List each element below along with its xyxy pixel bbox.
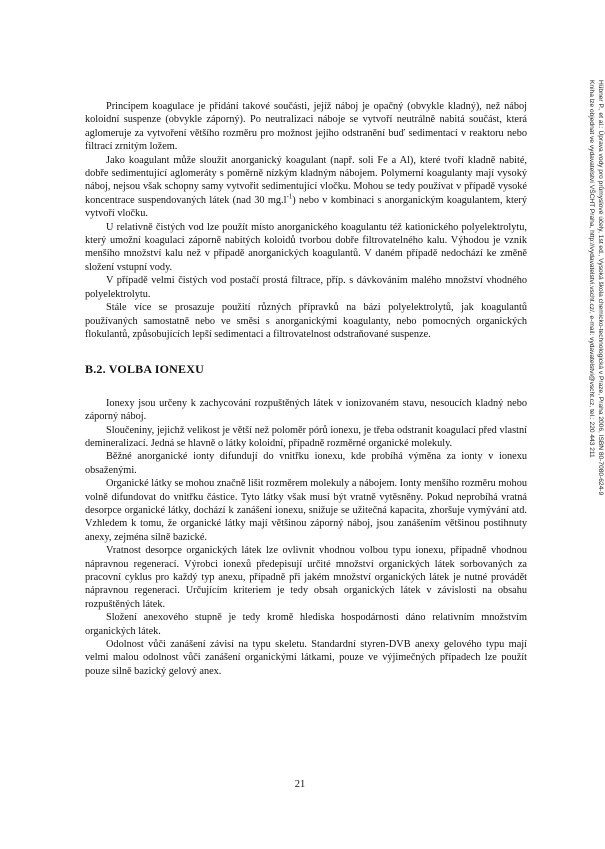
paragraph: U relativně čistých vod lze použít místo anorganického koagulantu též kationického polyelektrolytu, který umožní koagulaci záporně nabitých koloidů tvorbou dobře filtrovatelného kalu. Výhodou je vznik menšího množství kalu než v případě anorganických koagulantů. V daném případě nedochází ke změně složení vstupní vody.: [85, 221, 527, 273]
body-text: [85, 100, 527, 678]
paragraph: Organické látky se mohou značně lišit rozměrem molekuly a nábojem. Ionty menšího rozměru mohou volně difundovat do vnitřku částice. Tyto látky však musí být vratně vytěsněny. Pokud neprobíhá vratná desorpce organické látky, dochází k zanášení ionexu, snižuje se užitečná kapacita, zhoršuje vymývání atd. Vzhledem k tomu, že organické látky mají většinou záporný náboj, jsou zanášením většinou postihnuty anexy, zejména silně bazické.: [85, 478, 527, 543]
side-citation: [587, 80, 605, 495]
side-citation-line: Hübner P., et al.: Úprava vody pro průmyslové účely, 1st ed., Vysoká škola chemicko-technologická v Praze, Praha 2006, ISBN 80-7080-624-9: [597, 80, 604, 496]
paragraph: Běžné anorganické ionty difundují do vnitřku ionexu, kde probíhá výměna za ionty v ionexu obsaženými.: [85, 451, 527, 476]
paragraph-text: Jako koagulant může sloužit anorganický koagulant (např. soli Fe a Al), které tvoří kladně nabité, dobře sedimentující aglomeráty s poměrně nízkým kladným nábojem. Polymerní koagulanty mají vysoký náboj, nejsou však schopny samy vytvořit sedimentující vločku. Mohou se tedy používat v případě vysoké koncentrace suspendovaných látek (nad 30 mg.l: [85, 154, 527, 206]
side-citation-line: Kniha lze objednat ve vydavatelství VŠCHT Praha, http://vydavatelstvi.vscht.cz/, e-mail: vydavatelstvi@vscht.cz, tel.: 220 443 211: [588, 80, 595, 458]
paragraph: Stále více se prosazuje použití různých přípravků na bázi polyelektrolytů, jak koagulantů používaných samostatně nebo ve směsi s anorganickými koagulanty, nebo pomocných organických flokulantů, způsobujících lepší sedimentaci a filtrovatelnost odstraňované suspenze.: [85, 302, 527, 340]
paragraph: Ionexy jsou určeny k zachycování rozpuštěných látek v ionizovaném stavu, nesoucích kladný nebo záporný náboj.: [85, 397, 527, 423]
paragraph: V případě velmi čistých vod postačí prostá filtrace, příp. s dávkováním malého množství vhodného polyelektrolytu.: [85, 275, 527, 300]
superscript: -1: [286, 192, 293, 201]
paragraph: Vratnost desorpce organických látek lze ovlivnit vhodnou volbou typu ionexu, případně vhodnou nápravnou regenerací. Výrobci ionexů předepisují určité množství organických látek sorbovaných za pracovní cyklus pro každý typ anexu, případně při jakém množství organických látek je nutné provádět nápravnou regeneraci. Určujícím kriteriem je tedy obsah organických látek v závislosti na obsahu rozpuštěných látek.: [85, 545, 527, 610]
page-number: 21: [294, 779, 306, 790]
paragraph: Sloučeniny, jejichž velikost je větší než poloměr pórů ionexu, je třeba odstranit koagulací před vlastní demineralizací. Jedná se hlavně o látky koloidní, případně rozměrné organické molekuly.: [85, 424, 527, 449]
paragraph: Složení anexového stupně je tedy kromě hlediska hospodárnosti dáno relativním množstvím organických látek.: [85, 612, 527, 637]
paragraph: [85, 154, 527, 221]
section-title: B.2. VOLBA IONEXU: [85, 362, 204, 377]
paragraph: Odolnost vůči zanášení závisí na typu skeletu. Standardní styren-DVB anexy gelového typu mají velmi malou odolnost vůči zanášení organickými látkami, pouze ve výjimečných případech lze použít pouze silně bazický gelový anex.: [85, 639, 527, 677]
paragraph: Principem koagulace je přidání takové součásti, jejíž náboj je opačný (obvykle kladný), než náboj koloidní suspenze (obvykle záporný). Po neutralizaci náboje se vytvoří neutrálně nabitá součást, která aglomeruje za vytvoření většího rozměru pro možnost jejího odstranění buď sedimentací v reaktoru nebo filtrací zrnitým ložem.: [85, 101, 527, 153]
paragraph-text-tail: ) nebo v kombinaci s anorganickým koagulantem, který vytvoří vločku.: [85, 194, 527, 220]
